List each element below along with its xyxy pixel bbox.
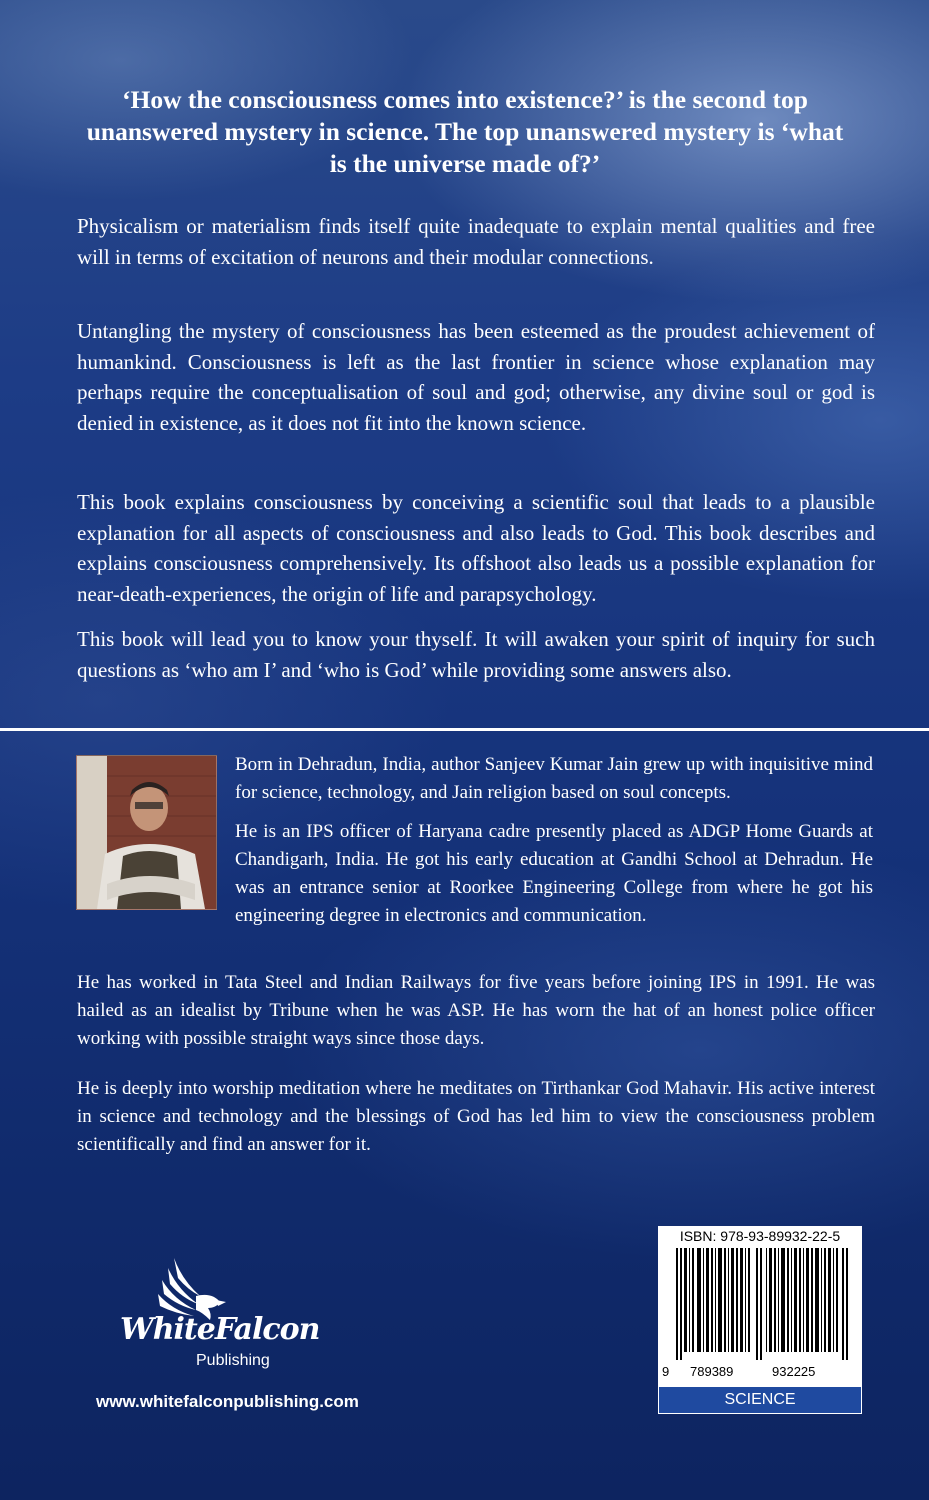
author-bio-paragraph: Born in Dehradun, India, author Sanjeev Kumar Jain grew up with inquisitive mind for science, technology, and Jain religion based on soul concepts. [235,754,873,803]
barcode-bars [670,1248,852,1360]
barcode-digits-left: 789389 [690,1364,734,1379]
blurb-paragraph: This book will lead you to know your thyself. It will awaken your spirit of inquiry for such questions as ‘who am I’ and ‘who is God’ while providing some answers also. [77,627,875,682]
category-label: SCIENCE [658,1386,862,1414]
isbn-text: ISBN: 978-93-89932-22-5 [679,1228,841,1244]
author-bio-paragraph: He is deeply into worship meditation where he meditates on Tirthankar God Mahavir. His active interest in science and technology and the blessings of God has led him to view the consciousness problem scientifically and find an answer for it. [77,1078,875,1155]
blurb-paragraph: Physicalism or materialism finds itself quite inadequate to explain mental qualities and free will in terms of excitation of neurons and their modular connections. [77,214,875,269]
author-bio-paragraph: He has worked in Tata Steel and Indian Railways for five years before joining IPS in 1991. He was hailed as an idealist by Tribune when he was ASP. He has worn the hat of an honest police officer working with possible straight ways since those days. [77,972,875,1049]
intro-heading: ‘How the consciousness comes into existence?’ is the second top unanswered mystery in science. The top unanswered mystery is ‘what is the universe made of?’ [86,85,844,178]
publisher-website: www.whitefalconpublishing.com [96,1392,359,1411]
author-photo [76,755,217,910]
isbn-barcode [658,1226,862,1386]
section-divider [0,728,929,731]
publisher-logo-sub: Publishing [196,1352,270,1369]
barcode-digits-right: 932225 [772,1364,816,1379]
barcode-digit-first: 9 [662,1364,670,1379]
blurb-paragraph: This book explains consciousness by conceiving a scientific soul that leads to a plausible explanation for all aspects of consciousness and also leads to God. This book describes and explains consciousness comprehensively. Its offshoot also leads us a possible explanation for near-death-experiences, the origin of life and parapsychology. [77,490,875,606]
author-bio-paragraph: He is an IPS officer of Haryana cadre presently placed as ADGP Home Guards at Chandigarh, India. He got his early education at Gandhi School at Dehradun. He was an entrance senior at Roorkee Engineering College from where he got his engineering degree in electronics and communication. [235,821,873,926]
blurb-paragraph: Untangling the mystery of consciousness has been esteemed as the proudest achievement of humankind. Consciousness is left as the last frontier in science whose explanation may perhaps require the conceptualisation of soul and god; otherwise, any divine soul or god is denied in existence, as it does not fit into the known science. [77,319,875,435]
publisher-logo-word: WhiteFalcon [120,1312,320,1347]
